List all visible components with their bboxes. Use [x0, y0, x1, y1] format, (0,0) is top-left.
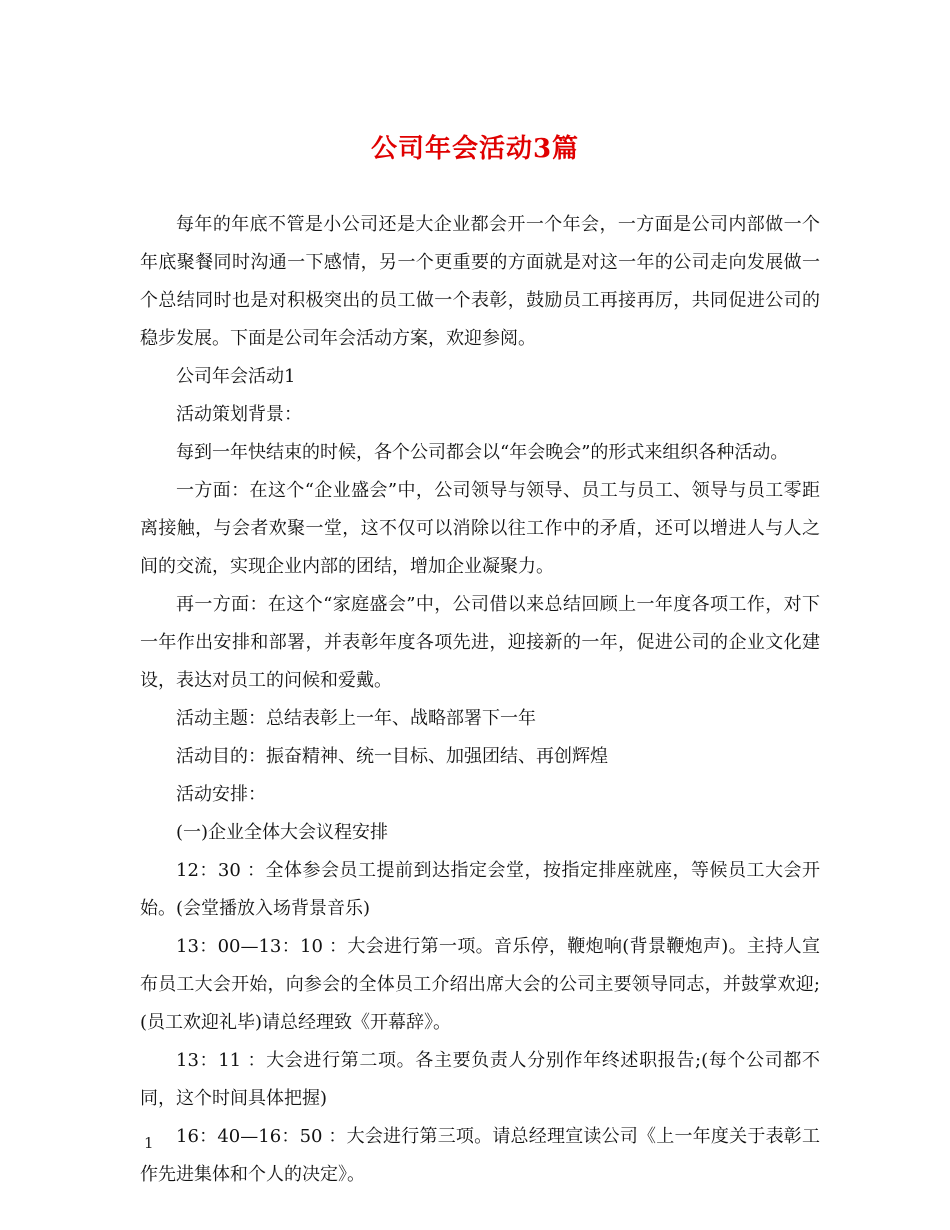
paragraph-background-label: 活动策划背景： — [176, 404, 302, 425]
paragraph-agenda-1300: 13：00—13：10 ：大会进行第一项。音乐停，鞭炮响(背景鞭炮声)。主持人宣布员工大会开始，向参会的全体员工介绍出席大会的公司主要领导同志，并鼓掌欢迎;(员工欢迎礼毕)请总经理致《开幕辞》。 — [140, 936, 820, 1033]
paragraph-purpose: 活动目的：振奋精神、统一目标、加强团结、再创辉煌 — [176, 746, 608, 767]
document-body — [140, 206, 820, 1194]
paragraph-aspect-two: 再一方面：在这个“家庭盛会”中，公司借以来总结回顾上一年度各项工作，对下一年作出安排和部署，并表彰年度各项先进，迎接新的一年，促进公司的企业文化建设，表达对员工的问候和爱戴。 — [140, 594, 820, 691]
paragraph-background: 每到一年快结束的时候，各个公司都会以“年会晚会”的形式来组织各种活动。 — [176, 442, 789, 463]
paragraph-theme: 活动主题：总结表彰上一年、战略部署下一年 — [176, 708, 536, 729]
paragraph-agenda-1640: 16：40—16：50 ：大会进行第三项。请总经理宣读公司《上一年度关于表彰工作先进集体和个人的决定》。 — [140, 1126, 820, 1185]
paragraph-aspect-one: 一方面：在这个“企业盛会”中，公司领导与领导、员工与员工、领导与员工零距离接触，与会者欢聚一堂，这不仅可以消除以往工作中的矛盾，还可以增进人与人之间的交流，实现企业内部的团结，增加企业凝聚力。 — [140, 480, 820, 577]
paragraph-section-heading: 公司年会活动1 — [176, 366, 296, 387]
paragraph-agenda-1230: 12：30 ：全体参会员工提前到达指定会堂，按指定排座就座，等候员工大会开始。(会堂播放入场背景音乐) — [140, 860, 820, 919]
paragraph-arrangement-label: 活动安排： — [176, 784, 266, 805]
paragraph-agenda-1311: 13：11 ：大会进行第二项。各主要负责人分别作年终述职报告;(每个公司都不同，这个时间具体把握) — [140, 1050, 820, 1109]
paragraph-intro: 每年的年底不管是小公司还是大企业都会开一个年会，一方面是公司内部做一个年底聚餐同时沟通一下感情，另一个更重要的方面就是对这一年的公司走向发展做一个总结同时也是对积极突出的员工做一个表彰，鼓励员工再接再厉，共同促进公司的稳步发展。下面是公司年会活动方案，欢迎参阅。 — [140, 214, 820, 349]
document-title: 公司年会活动3篇 — [370, 134, 580, 164]
page-number: 1 — [144, 1134, 154, 1152]
paragraph-agenda-heading: (一)企业全体大会议程安排 — [176, 822, 389, 843]
